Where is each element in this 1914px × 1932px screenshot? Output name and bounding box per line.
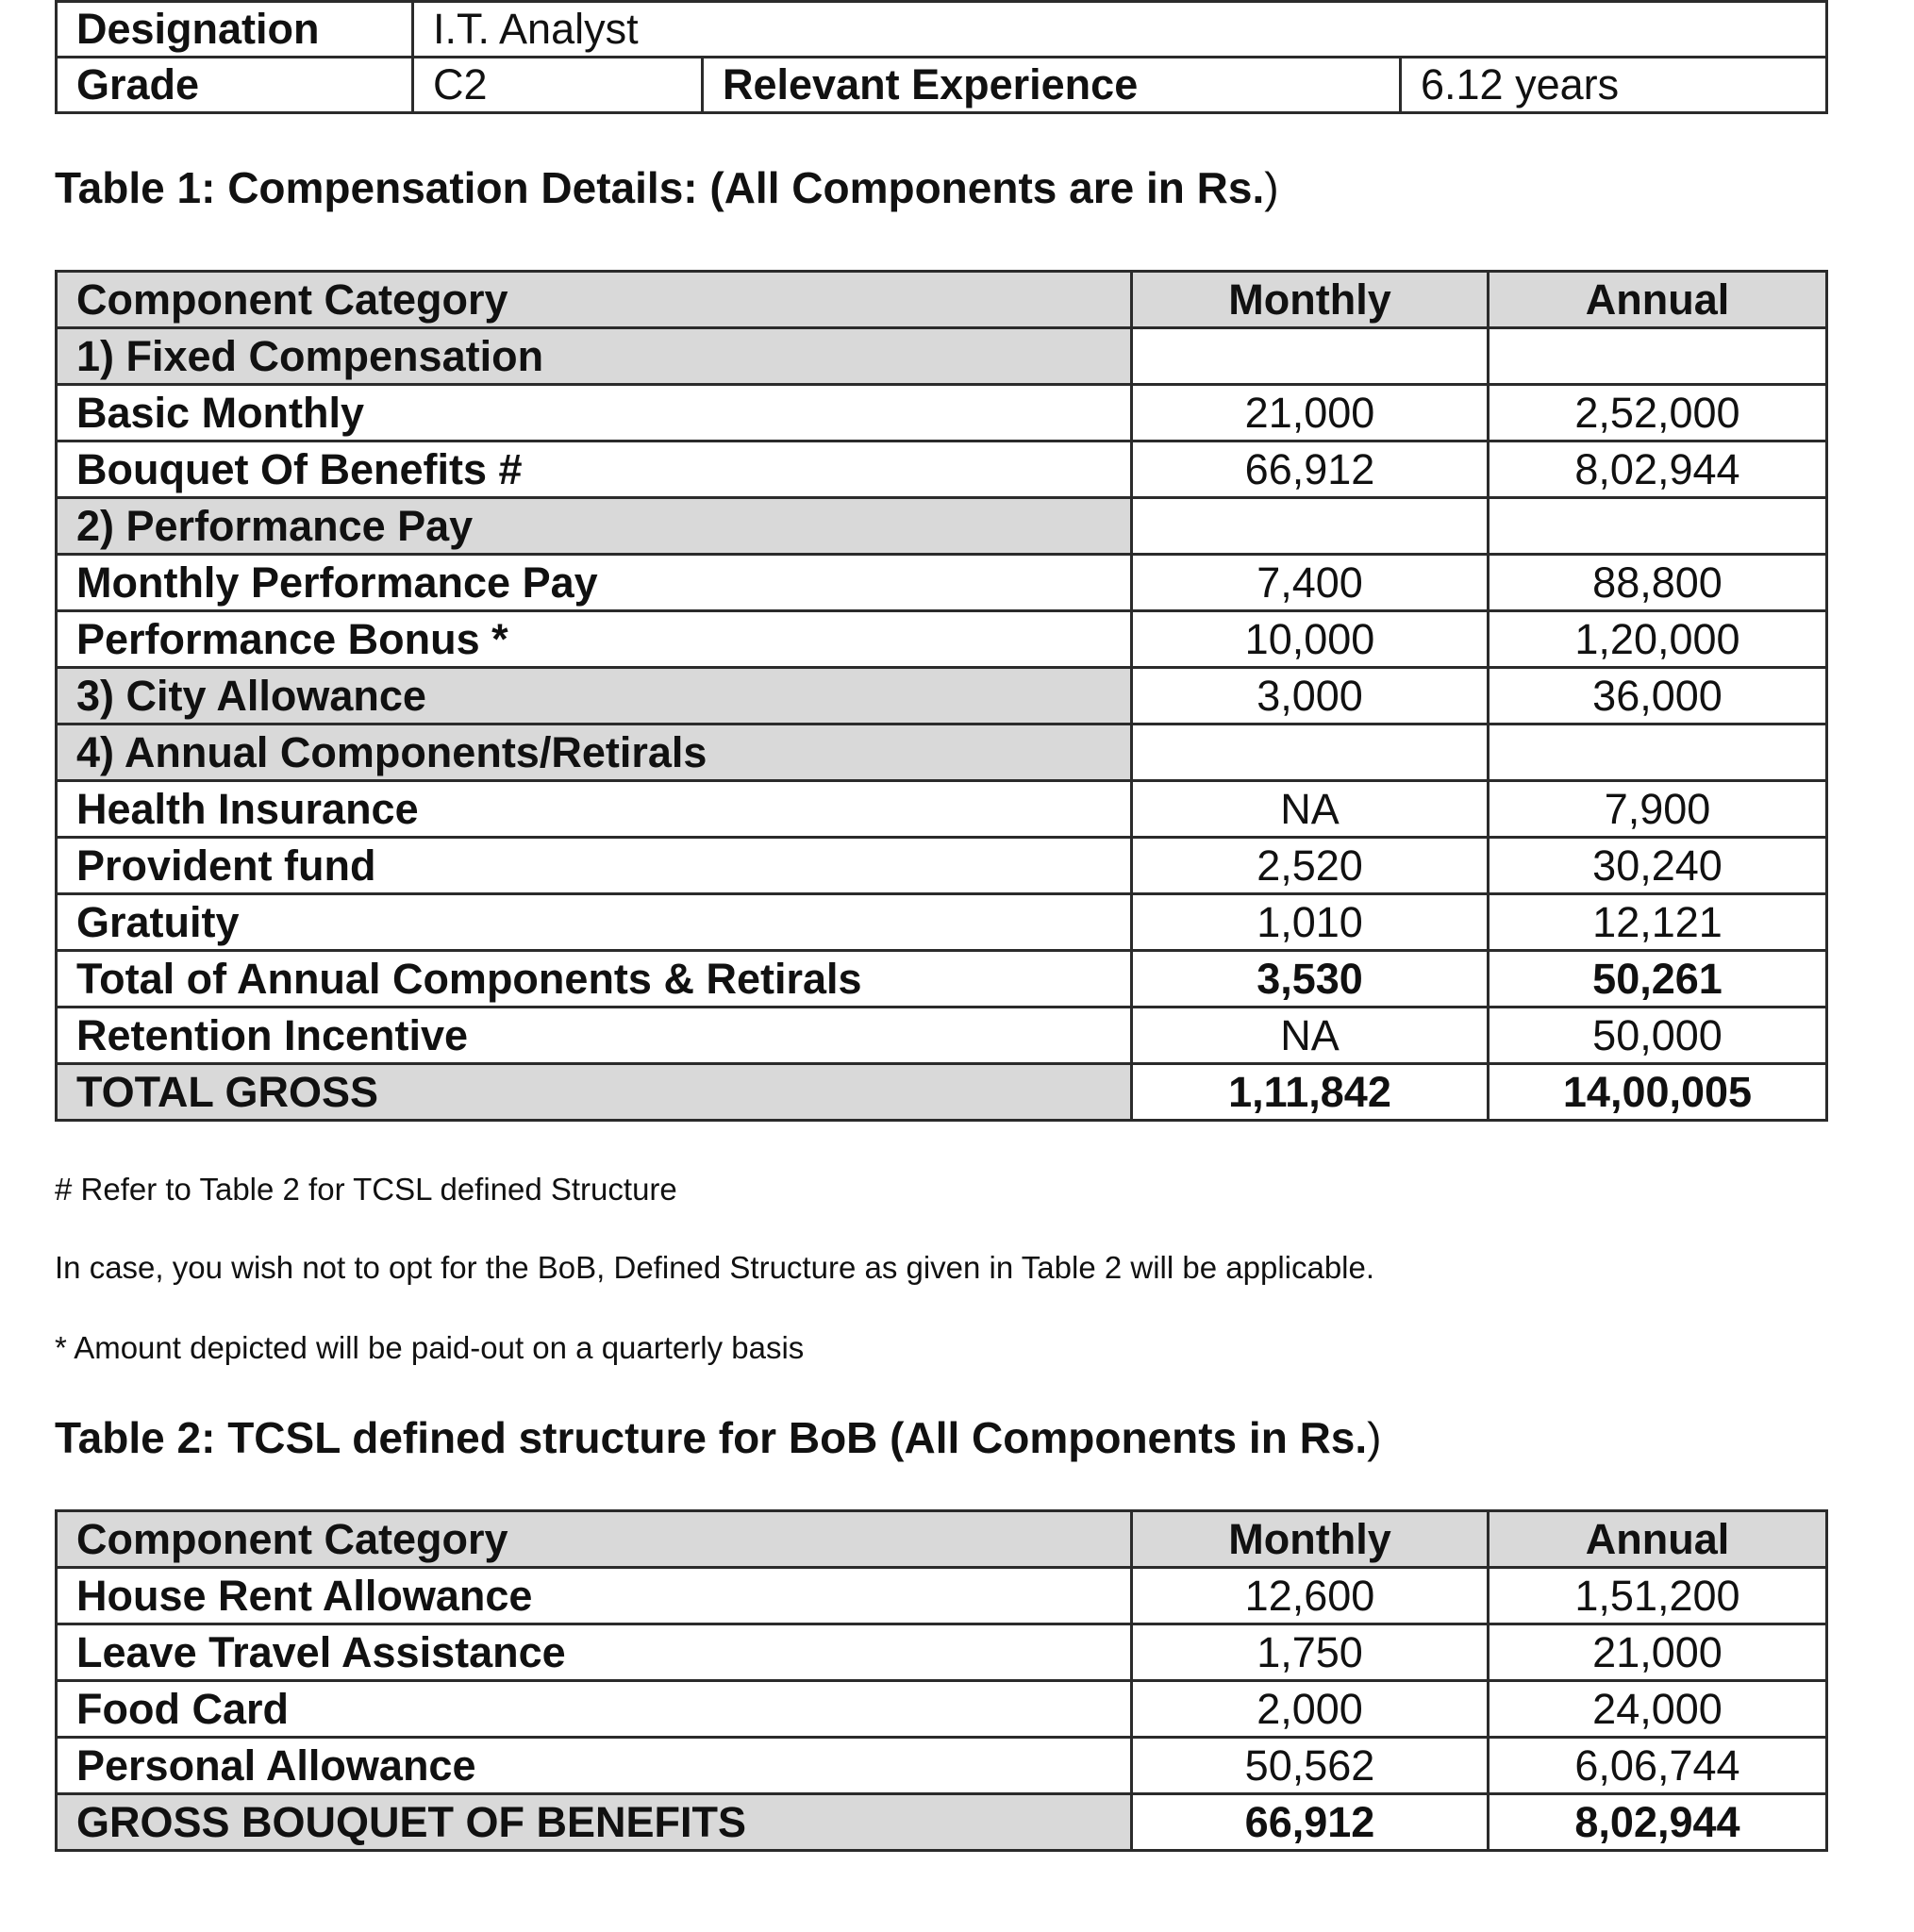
row-label: Total of Annual Components & Retirals (57, 951, 1132, 1008)
table1-title (55, 162, 1279, 213)
row-label: Leave Travel Assistance (57, 1624, 1132, 1681)
table-row (57, 1008, 1827, 1064)
row-label: Health Insurance (57, 781, 1132, 838)
row-annual: 30,240 (1489, 838, 1827, 894)
row-annual: 36,000 (1489, 668, 1827, 724)
row-annual: 24,000 (1489, 1681, 1827, 1738)
row-annual: 50,000 (1489, 1008, 1827, 1064)
table1-title-text: Table 1: Compensation Details: (All Components are in Rs. (55, 163, 1265, 212)
table-row (57, 498, 1827, 555)
table-row-total-annual (57, 951, 1827, 1008)
row-label: Personal Allowance (57, 1738, 1132, 1794)
table-row (57, 1568, 1827, 1624)
row-annual (1489, 724, 1827, 781)
row-annual: 21,000 (1489, 1624, 1827, 1681)
table-row-total-gross (57, 1064, 1827, 1121)
table-row (57, 1624, 1827, 1681)
experience-value: 6.12 years (1401, 58, 1827, 113)
row-label: Gratuity (57, 894, 1132, 951)
table-row (57, 328, 1827, 385)
row-label: GROSS BOUQUET OF BENEFITS (57, 1794, 1132, 1851)
row-annual: 1,51,200 (1489, 1568, 1827, 1624)
header-component-category: Component Category (57, 1511, 1132, 1568)
header-monthly: Monthly (1132, 1511, 1489, 1568)
row-monthly: 1,010 (1132, 894, 1489, 951)
row-monthly: 2,520 (1132, 838, 1489, 894)
table-row (57, 611, 1827, 668)
row-label: TOTAL GROSS (57, 1064, 1132, 1121)
header-component-category: Component Category (57, 272, 1132, 328)
table-row-gross-bob (57, 1794, 1827, 1851)
table-row (57, 894, 1827, 951)
row-label: Performance Bonus * (57, 611, 1132, 668)
table1-title-close: ) (1264, 163, 1279, 212)
footnote-quarterly: * Amount depicted will be paid-out on a quarterly basis (55, 1330, 805, 1365)
designation-row (57, 2, 1827, 58)
row-label: Basic Monthly (57, 385, 1132, 441)
row-label: Bouquet Of Benefits # (57, 441, 1132, 498)
row-annual: 2,52,000 (1489, 385, 1827, 441)
row-annual: 6,06,744 (1489, 1738, 1827, 1794)
table-row (57, 1681, 1827, 1738)
table-header-row (57, 1511, 1827, 1568)
table-row (57, 1738, 1827, 1794)
row-monthly: 66,912 (1132, 1794, 1489, 1851)
experience-label: Relevant Experience (703, 58, 1401, 113)
row-monthly: 2,000 (1132, 1681, 1489, 1738)
row-label: Provident fund (57, 838, 1132, 894)
row-monthly: 66,912 (1132, 441, 1489, 498)
grade-value: C2 (413, 58, 703, 113)
row-monthly: 12,600 (1132, 1568, 1489, 1624)
row-monthly (1132, 328, 1489, 385)
table2-title-text: Table 2: TCSL defined structure for BoB (All Components in Rs. (55, 1413, 1368, 1462)
row-annual (1489, 498, 1827, 555)
row-monthly: 3,000 (1132, 668, 1489, 724)
row-annual: 8,02,944 (1489, 1794, 1827, 1851)
designation-value: I.T. Analyst (413, 2, 1827, 58)
row-annual: 12,121 (1489, 894, 1827, 951)
table-row (57, 838, 1827, 894)
row-monthly: 1,11,842 (1132, 1064, 1489, 1121)
row-label: Monthly Performance Pay (57, 555, 1132, 611)
grade-row (57, 58, 1827, 113)
header-annual: Annual (1489, 272, 1827, 328)
table-row (57, 781, 1827, 838)
designation-label: Designation (57, 2, 413, 58)
row-label: 1) Fixed Compensation (57, 328, 1132, 385)
row-label: Food Card (57, 1681, 1132, 1738)
table2-title-close: ) (1367, 1413, 1382, 1462)
row-annual: 7,900 (1489, 781, 1827, 838)
table-row (57, 724, 1827, 781)
row-monthly: 1,750 (1132, 1624, 1489, 1681)
row-annual: 14,00,005 (1489, 1064, 1827, 1121)
compensation-table (55, 270, 1828, 1122)
table-row (57, 555, 1827, 611)
row-annual (1489, 328, 1827, 385)
row-annual: 50,261 (1489, 951, 1827, 1008)
row-monthly: 50,562 (1132, 1738, 1489, 1794)
row-monthly: 10,000 (1132, 611, 1489, 668)
table2-title (55, 1412, 1382, 1463)
row-label: 2) Performance Pay (57, 498, 1132, 555)
bob-structure-table (55, 1509, 1828, 1852)
table-row (57, 385, 1827, 441)
row-monthly: NA (1132, 1008, 1489, 1064)
employee-info-table (55, 0, 1828, 114)
header-annual: Annual (1489, 1511, 1827, 1568)
row-annual: 88,800 (1489, 555, 1827, 611)
row-monthly: 3,530 (1132, 951, 1489, 1008)
row-annual: 1,20,000 (1489, 611, 1827, 668)
table-header-row (57, 272, 1827, 328)
row-monthly: 21,000 (1132, 385, 1489, 441)
grade-label: Grade (57, 58, 413, 113)
row-monthly: NA (1132, 781, 1489, 838)
table-row (57, 441, 1827, 498)
row-annual: 8,02,944 (1489, 441, 1827, 498)
table-row (57, 668, 1827, 724)
row-label: 4) Annual Components/Retirals (57, 724, 1132, 781)
row-monthly (1132, 724, 1489, 781)
footnote-bob-opt-out: In case, you wish not to opt for the BoB, Defined Structure as given in Table 2 will be applicable. (55, 1250, 1375, 1285)
header-monthly: Monthly (1132, 272, 1489, 328)
row-label: 3) City Allowance (57, 668, 1132, 724)
row-monthly: 7,400 (1132, 555, 1489, 611)
footnote-bob-reference: # Refer to Table 2 for TCSL defined Structure (55, 1172, 677, 1207)
row-monthly (1132, 498, 1489, 555)
row-label: House Rent Allowance (57, 1568, 1132, 1624)
row-label: Retention Incentive (57, 1008, 1132, 1064)
